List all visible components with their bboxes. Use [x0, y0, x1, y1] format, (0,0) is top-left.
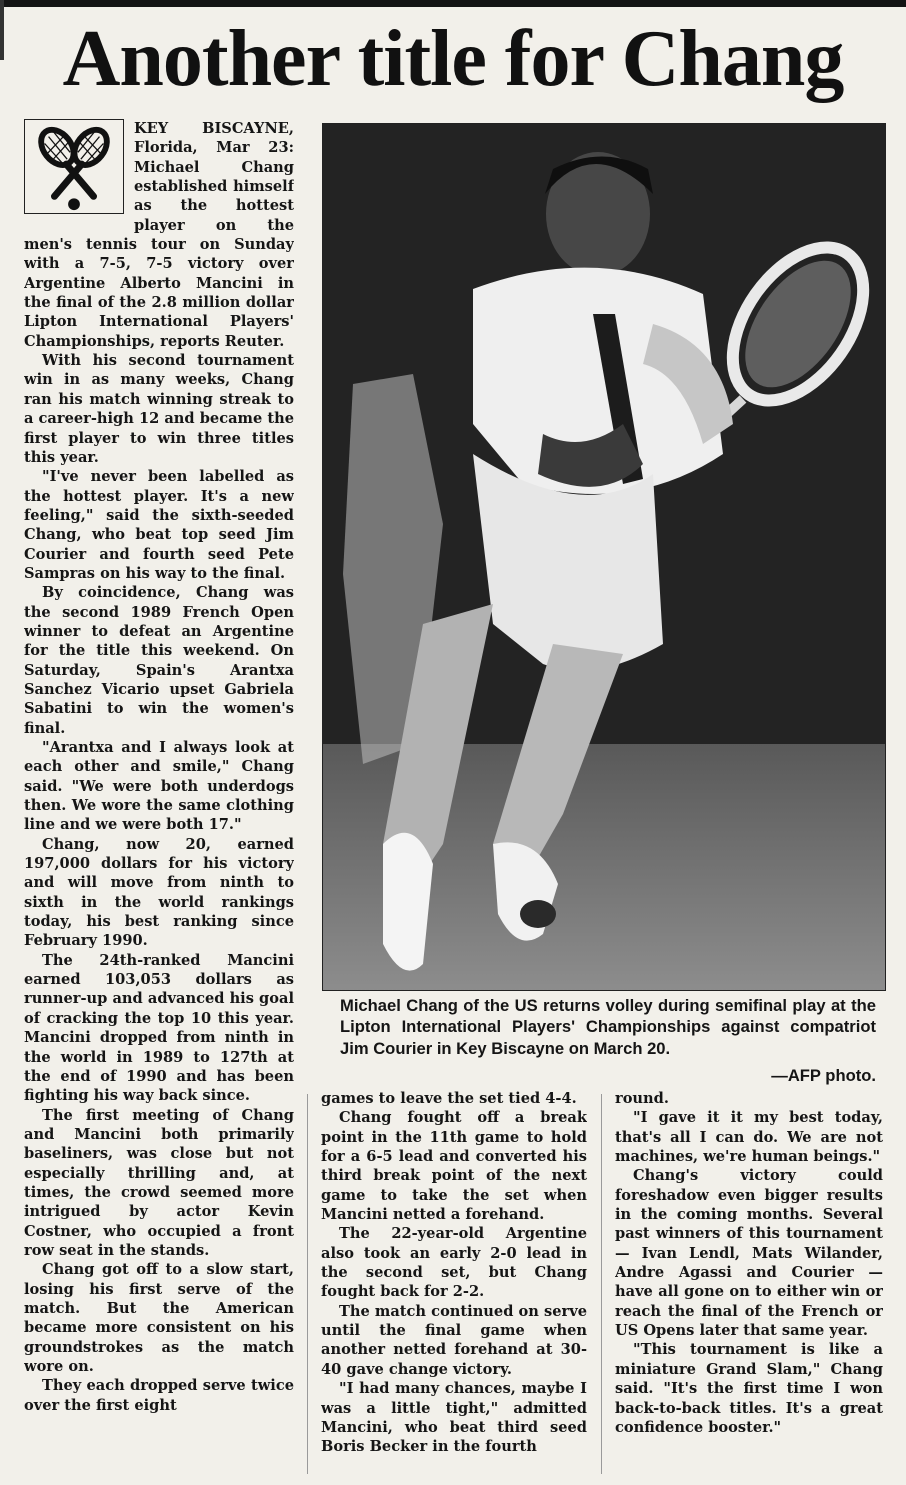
column-divider: [307, 1094, 308, 1474]
article-paragraph: KEY BISCAYNE, Florida, Mar 23: Michael Chang established himself as the hottest player on the men's tennis tour on Sunday with a 7-5, 7-5 victory over Argentine Alberto Mancini in the final of the 2.8 million dollar Lipton International Players' Championships, reports Reuter.: [24, 120, 294, 350]
article-column-2: [321, 1089, 587, 1474]
headline: Another title for Chang: [62, 15, 844, 103]
article-paragraph: With his second tournament win in as many weeks, Chang ran his match winning streak to a career-high 12 and became the first player to win three titles this year.: [24, 352, 294, 466]
top-rule: [4, 0, 906, 7]
article-paragraph: "I gave it it my best today, that's all I can do. We are not machines, we're human beings.": [615, 1109, 883, 1166]
article-paragraph: Chang fought off a break point in the 11th game to hold for a 6-5 lead and converted his third break point of the next game to take the set when Mancini netted a forehand.: [321, 1109, 587, 1224]
article-column-1: [24, 119, 294, 1481]
article-paragraph: The 24th-ranked Mancini earned 103,053 dollars as runner-up and advanced his goal of cracking the top 10 this year. Mancini dropped from ninth in the world in 1989 to 127th at the end of 1990 and has been fighting his way back since.: [24, 951, 294, 1105]
article-paragraph: By coincidence, Chang was the second 1989 French Open winner to defeat an Argentine for the title this weekend. On Saturday, Spain's Arantxa Sanchez Vicario upset Gabriela Sabatini to win the women's final.: [24, 584, 294, 737]
article-paragraph: Chang's victory could foreshadow even bigger results in the coming months. Several past winners of this tournament — Ivan Lendl, Mats Wilander, Andre Agassi and Courier — have all gone on to either win or reach the final of the French or US Opens later that same year.: [615, 1167, 883, 1340]
photo-caption: Michael Chang of the US returns volley during semifinal play at the Lipton International Players' Championships against compatriot Jim Courier in Key Biscayne on March 20.: [340, 996, 876, 1058]
column-divider: [601, 1094, 602, 1474]
article-paragraph: The first meeting of Chang and Mancini both primarily baseliners, was close but not especially thrilling and, at times, the crowd seemed more intrigued by actor Kevin Costner, who occupied a front row seat in the stands.: [24, 1106, 294, 1259]
photo-credit: —AFP photo.: [771, 1066, 876, 1085]
article-paragraph: "This tournament is like a miniature Grand Slam," Chang said. "It's the first time I won back-to-back titles. It's a great confidence booster.": [615, 1341, 883, 1436]
article-paragraph: "I had many chances, maybe I was a little tight," admitted Mancini, who beat third seed Boris Becker in the fourth: [321, 1380, 587, 1456]
article-paragraph: The match continued on serve until the final game when another netted forehand at 30-40 gave change victory.: [321, 1302, 587, 1378]
article-paragraph: They each dropped serve twice over the first eight: [24, 1377, 294, 1414]
article-paragraph: round.: [615, 1090, 669, 1107]
article-paragraph: Chang got off to a slow start, losing his first serve of the match. But the American became more consistent on his groundstrokes as the match wore on.: [24, 1261, 294, 1375]
news-photo: [322, 123, 886, 991]
article-paragraph: The 22-year-old Argentine also took an early 2-0 lead in the second set, but Chang fought back for 2-2.: [321, 1225, 587, 1301]
article-paragraph: "I've never been labelled as the hottest player. It's a new feeling," said the sixth-seeded Chang, who beat top seed Jim Courier and fourth seed Pete Sampras on his way to the final.: [24, 468, 294, 582]
article-column-3: [615, 1089, 883, 1474]
crossed-tennis-rackets-icon: [24, 119, 124, 214]
article-paragraph: "Arantxa and I always look at each other and smile," Chang said. "We were both underdogs then. We wore the same clothing line and we were both 17.": [24, 739, 294, 834]
article-paragraph: Chang, now 20, earned 197,000 dollars for his victory and will move from ninth to sixth in the world rankings today, his best ranking since February 1990.: [24, 835, 294, 950]
article-paragraph: games to leave the set tied 4-4.: [321, 1090, 577, 1107]
